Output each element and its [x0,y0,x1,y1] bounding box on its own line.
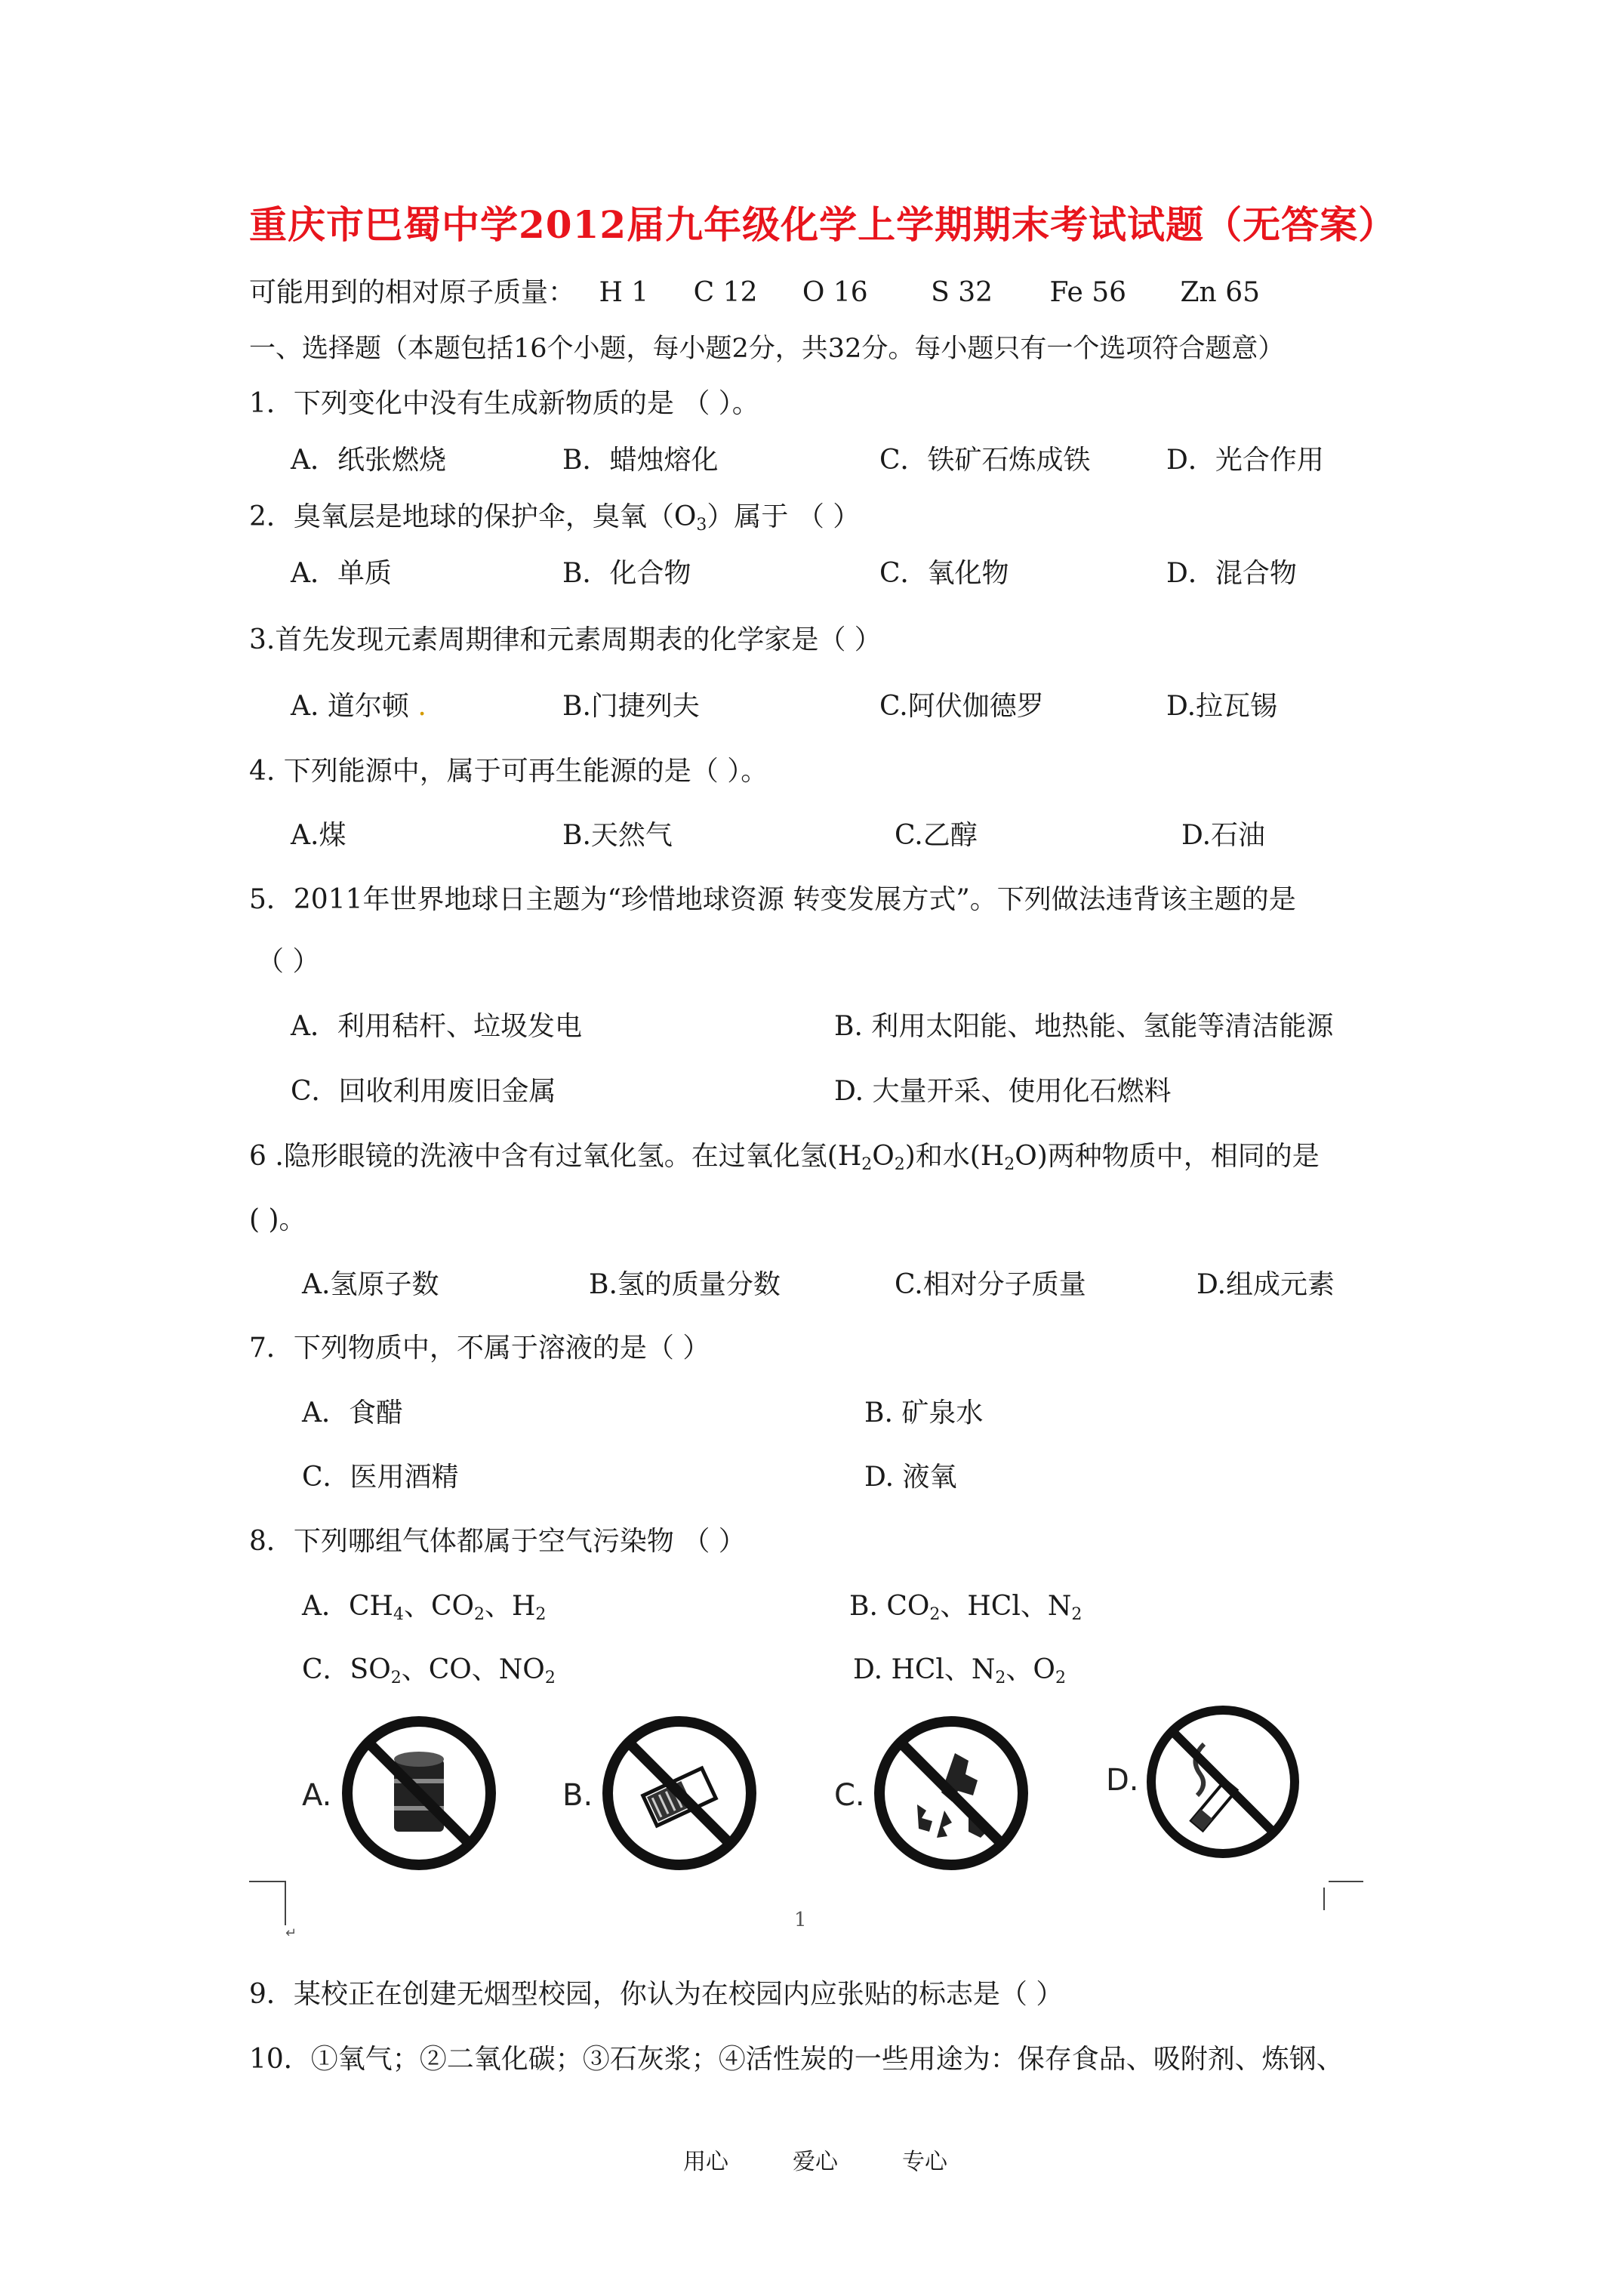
q8a-s1: 4 [393,1605,404,1624]
question-1-stem: 1．下列变化中没有生成新物质的是 （ ）。 [249,388,759,419]
question-5-option-b: B. 利用太阳能、地热能、氢能等清洁能源 [834,1011,1334,1042]
atomic-mass-fe: Fe 56 [1049,277,1127,308]
no-matches-sign-icon [600,1714,759,1872]
question-4-option-c: C.乙醇 [895,820,978,851]
question-7-option-b: B. 矿泉水 [864,1398,984,1428]
question-5-option-c: C．回收利用废旧金属 [291,1076,556,1107]
question-7-option-d: D. 液氧 [864,1462,957,1493]
question-5-stem: 5．2011年世界地球日主题为“珍惜地球资源 转变发展方式”。下列做法违背该主题的是 [249,884,1296,915]
page-corner-mark-right [1313,1880,1366,1925]
question-1-option-a: A．纸张燃烧 [291,445,446,476]
question-4-option-b: B.天然气 [562,820,673,851]
q8a-s3: 2 [535,1605,547,1624]
q8a-p3: 、H [485,1591,536,1622]
question-3-option-a [291,690,427,723]
atomic-masses-line [249,276,1260,310]
highlight-dot: . [417,691,427,722]
q8d-p2: 、O [1006,1654,1055,1685]
document-title: 重庆市巴蜀中学2012届九年级化学上学期期末考试试题（无答案） [249,202,1397,247]
sign-label-a: A. [302,1778,332,1813]
question-2-subscript: 3 [696,516,707,535]
question-1-option-c: C．铁矿石炼成铁 [879,445,1091,476]
question-4-option-d: D.石油 [1181,820,1266,851]
q8a-p2: 、CO [403,1591,475,1622]
no-smoking-sign-icon [1144,1703,1302,1861]
q8a-s2: 2 [474,1605,485,1624]
question-2-option-d: D．混合物 [1166,558,1297,589]
question-9-stem: 9．某校正在创建无烟型校园，你认为在校园内应张贴的标志是（ ） [249,1979,1064,2010]
question-3-option-d: D.拉瓦锡 [1166,691,1278,722]
atomic-mass-o: O 16 [802,277,868,308]
sign-label-c: C. [834,1778,865,1813]
question-1-option-d: D．光合作用 [1166,445,1324,476]
section-heading: 一、选择题（本题包括16个小题，每小题2分，共32分。每小题只有一个选项符合题意） [249,334,1285,364]
q6-sub-3: 2 [1004,1155,1015,1174]
svg-text:↵: ↵ [285,1925,297,1941]
question-4-option-a: A.煤 [291,820,346,851]
question-5-bracket: （ ） [257,946,320,977]
question-2-option-a: A．单质 [291,558,392,589]
q6-part-d: O)两种物质中，相同的是 [1015,1141,1320,1172]
no-oil-drum-sign-icon [340,1714,498,1872]
question-6-option-c: C.相对分子质量 [895,1269,1086,1300]
footer-text-3: 专心 [902,2149,947,2175]
question-2-option-b: B．化合物 [562,558,691,589]
atomic-masses-label: 可能用到的相对原子质量： [249,277,576,308]
q8d-p1: D. HCl、N [853,1654,996,1685]
question-3-option-c: C.阿伏伽德罗 [879,691,1044,722]
q6-sub-2: 2 [894,1155,905,1174]
q8c-p2: 、CO、NO [401,1654,545,1685]
question-2-stem-end: ）属于 （ ） [707,501,861,532]
question-5-option-d: D. 大量开采、使用化石燃料 [834,1076,1172,1107]
page-corner-mark-left [249,1880,297,1941]
question-7-stem: 7．下列物质中，不属于溶液的是（ ） [249,1333,710,1364]
atomic-mass-zn: Zn 65 [1180,277,1260,308]
q8c-s2: 2 [544,1669,556,1687]
question-6-stem [249,1140,1320,1173]
q8a-p1: A．CH [302,1591,393,1622]
question-6-option-a: A.氢原子数 [302,1269,439,1300]
question-7-option-a: A．食醋 [302,1398,403,1428]
question-3-option-b: B.门捷列夫 [562,691,700,722]
no-fireworks-sign-icon [872,1714,1030,1872]
q6-part-b: O [872,1141,895,1172]
q8c-p1: C．SO [302,1654,391,1685]
q6-part-c: )和水(H [904,1141,1005,1172]
atomic-mass-h: H 1 [599,277,649,308]
prohibition-signs-figure [287,1706,1419,1888]
sign-label-b: B. [562,1778,593,1813]
question-2-option-c: C．氧化物 [879,558,1009,589]
page-number: 1 [794,1909,807,1931]
question-3-option-a-text: A. 道尔顿 [291,691,409,722]
footer-text-1: 用心 [683,2149,728,2175]
question-8-option-b [849,1590,1082,1623]
q6-sub-1: 2 [861,1155,873,1174]
atomic-mass-c: C 12 [693,277,758,308]
question-6-option-d: D.组成元素 [1196,1269,1335,1300]
question-8-option-d [853,1653,1066,1687]
question-8-option-a [302,1590,546,1623]
question-8-stem: 8．下列哪组气体都属于空气污染物 （ ） [249,1526,746,1557]
question-10-stem: 10．①氧气；②二氧化碳；③石灰浆；④活性炭的一些用途为：保存食品、吸附剂、炼钢、 [249,2044,1344,2075]
question-2-stem [249,501,860,534]
q8c-s1: 2 [390,1669,402,1687]
q8b-p2: 、HCl、N [940,1591,1072,1622]
footer-text-2: 爱心 [793,2149,838,2175]
q8b-p1: B. CO [849,1591,930,1622]
question-6-option-b: B.氢的质量分数 [589,1269,781,1300]
question-2-stem-part: 2．臭氧层是地球的保护伞，臭氧（O [249,501,697,532]
q6-part-a: 6 .隐形眼镜的洗液中含有过氧化氢。在过氧化氢(H [249,1141,862,1172]
question-4-stem: 4. 下列能源中，属于可再生能源的是（ ）。 [249,756,768,787]
question-1-option-b: B．蜡烛熔化 [562,445,719,476]
question-7-option-c: C．医用酒精 [302,1462,459,1493]
question-6-bracket: ( )。 [249,1204,306,1235]
question-8-option-c [302,1653,556,1687]
question-5-option-a: A．利用秸杆、垃圾发电 [291,1011,582,1042]
question-3-stem: 3.首先发现元素周期律和元素周期表的化学家是（ ） [249,624,882,655]
q8b-s2: 2 [1071,1605,1083,1624]
atomic-mass-s: S 32 [931,277,993,308]
q8d-s2: 2 [1055,1669,1066,1687]
q8d-s1: 2 [995,1669,1006,1687]
q8b-s1: 2 [929,1605,941,1624]
sign-label-d: D. [1106,1763,1139,1798]
